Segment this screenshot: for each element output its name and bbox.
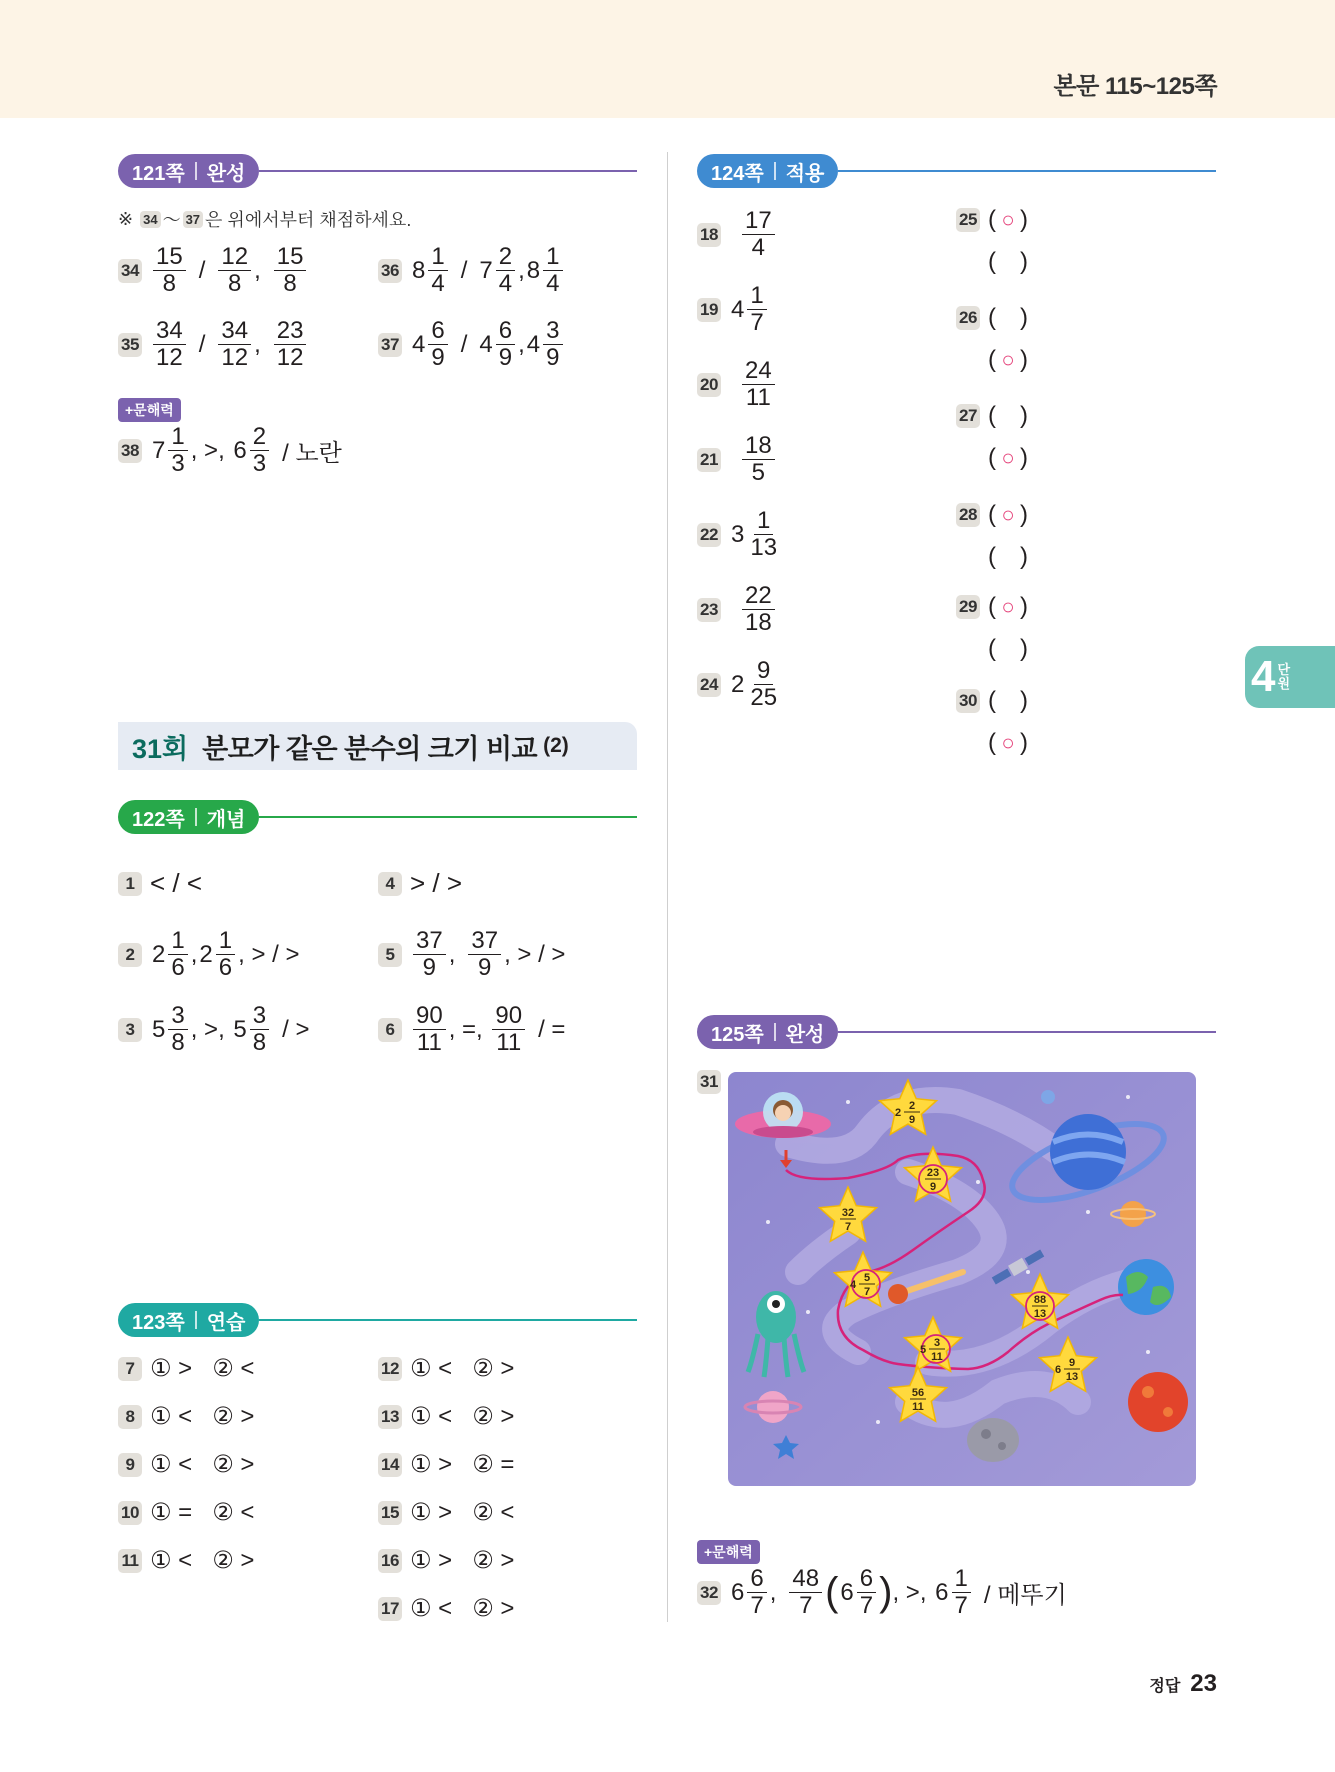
slash: / <box>460 330 468 358</box>
answer-text: / 노란 <box>282 440 342 468</box>
fraction: $\frac{18}{5}$ <box>742 433 775 487</box>
answer-27-bottom: ( ○ ) <box>988 444 1028 471</box>
circle-mark: ○ <box>1001 594 1015 619</box>
answer-34 <box>118 244 309 298</box>
section-page: 125쪽 <box>711 1023 764 1046</box>
fraction: $\frac{23}{12}$ <box>274 318 307 372</box>
fraction: $\frac{1}{7}$ <box>747 283 766 337</box>
column-divider <box>667 152 668 1622</box>
fraction: $\frac{48}{7}$ <box>789 1566 822 1620</box>
fraction: $\frac{3}{9}$ <box>543 318 562 372</box>
fraction: $\frac{15}{8}$ <box>153 244 186 298</box>
slash: / <box>198 330 206 358</box>
answer-9: 9 ① < ② > <box>118 1450 254 1479</box>
circle-mark: ○ <box>1001 730 1015 755</box>
lesson-paren: (2) <box>543 734 569 757</box>
svg-text:2: 2 <box>894 1107 902 1119</box>
fraction: $\frac{2}{3}$ <box>250 424 269 478</box>
comma: , <box>254 330 261 358</box>
answer-25-bottom: ( ) <box>988 248 1028 275</box>
item-number: 36 <box>378 259 402 283</box>
section-121-header <box>118 153 637 189</box>
section-123-header <box>118 1302 637 1338</box>
fraction: $\frac{3}{8}$ <box>168 1003 187 1057</box>
answer-23: 23 $\frac{22}{18}$ <box>697 583 778 637</box>
item-number: 6 <box>378 1018 402 1042</box>
svg-text:56: 56 <box>911 1387 925 1399</box>
svg-text:5: 5 <box>863 1272 871 1284</box>
literacy-tag: +문해력 <box>697 1540 760 1564</box>
fraction: $\frac{1}{6}$ <box>216 928 235 982</box>
answer-37: 37 4 $\frac{6}{9}$ / 4 $\frac{6}{9}$ , 4 $\frac{3}{9}$ <box>378 318 566 372</box>
answer-30-bottom: ( ○ ) <box>988 729 1028 756</box>
answer-38: 38 7 $\frac{1}{3}$ , >, 6 $\frac{2}{3}$ / 노란 <box>118 424 342 478</box>
answer-36: 36 8 $\frac{1}{4}$ / 7 $\frac{2}{4}$ , 8 $\frac{1}{4}$ <box>378 244 566 298</box>
fraction: $\frac{22}{18}$ <box>742 583 775 637</box>
section-page: 124쪽 <box>711 162 764 185</box>
page-reference: 본문 115~125쪽 <box>1053 73 1217 100</box>
item-number: 4 <box>378 872 402 896</box>
section-122-header <box>118 799 637 835</box>
fraction: $\frac{3}{8}$ <box>250 1003 269 1057</box>
fraction: $\frac{1}{6}$ <box>168 928 187 982</box>
section-type: 완성 <box>785 1023 825 1046</box>
footer-label: 정답 <box>1149 1678 1181 1695</box>
circle-mark: ○ <box>1001 207 1015 232</box>
circle-mark: ○ <box>1001 347 1015 372</box>
answer-16: 16 ① > ② > <box>378 1546 514 1575</box>
literacy-tag: +문해력 <box>118 398 181 422</box>
note-text: 은 위에서부터 채점하세요. <box>205 210 412 230</box>
fraction: $\frac{6}{7}$ <box>857 1566 876 1620</box>
lesson-banner <box>118 722 637 770</box>
earth-icon <box>1118 1259 1174 1315</box>
fraction: $\frac{34}{12}$ <box>218 318 251 372</box>
svg-text:9: 9 <box>1068 1357 1076 1369</box>
answer-31-label: 31 <box>697 1070 729 1094</box>
answer-25-top: 25 ( ○ ) <box>956 206 1028 234</box>
unit-tab[interactable] <box>1245 646 1335 708</box>
svg-text:9: 9 <box>908 1114 916 1126</box>
answer-2: 2 2 $\frac{1}{6}$ , 2 $\frac{1}{6}$ , > / > <box>118 928 299 982</box>
svg-text:88: 88 <box>1033 1294 1047 1306</box>
item-number: 34 <box>118 259 142 283</box>
answer-14: 14 ① > ② = <box>378 1450 514 1479</box>
fraction: $\frac{34}{12}$ <box>153 318 186 372</box>
fraction: $\frac{37}{9}$ <box>468 928 501 982</box>
unit-number: 4 <box>1251 652 1276 701</box>
page-number: 23 <box>1190 1670 1217 1697</box>
section-page: 121쪽 <box>132 162 185 185</box>
svg-text:5: 5 <box>919 1344 927 1356</box>
answer-24: 24 2 $\frac{9}{25}$ <box>697 658 783 712</box>
answer-17: 17 ① < ② > <box>378 1594 514 1623</box>
answer-18: 18 $\frac{17}{4}$ <box>697 208 778 262</box>
svg-text:7: 7 <box>863 1286 871 1298</box>
slash: / <box>198 256 206 284</box>
section-124-header <box>697 153 1216 189</box>
answer-30-top: 30 ( ) <box>956 687 1028 715</box>
fraction: $\frac{90}{11}$ <box>492 1003 525 1057</box>
section-type: 완성 <box>206 162 246 185</box>
svg-text:9: 9 <box>929 1181 937 1193</box>
svg-text:7: 7 <box>844 1221 852 1233</box>
note-from: 34 <box>140 211 160 228</box>
answer-13: 13 ① < ② > <box>378 1402 514 1431</box>
answer-11: 11 ① < ② > <box>118 1546 254 1575</box>
fraction: $\frac{37}{9}$ <box>413 928 446 982</box>
note-tilde: ～ <box>162 210 181 230</box>
item-number: 35 <box>118 333 142 357</box>
answer-5: 5 $\frac{37}{9}$ , $\frac{37}{9}$ , > / > <box>378 928 565 982</box>
fraction: $\frac{6}{7}$ <box>747 1566 766 1620</box>
fraction: $\frac{12}{8}$ <box>218 244 251 298</box>
svg-text:4: 4 <box>849 1279 857 1291</box>
unit-char-1: 단 <box>1277 661 1291 677</box>
fraction: $\frac{17}{4}$ <box>742 208 775 262</box>
item-number: 38 <box>118 439 142 463</box>
grading-note <box>118 206 411 232</box>
answer-10: 10 ① = ② < <box>118 1498 254 1527</box>
item-number: 5 <box>378 943 402 967</box>
item-number: 3 <box>118 1018 142 1042</box>
svg-text:3: 3 <box>933 1337 941 1349</box>
unit-char-2: 원 <box>1277 676 1291 691</box>
slash: / <box>460 256 468 284</box>
answer-text: / 메뚜기 <box>983 1582 1067 1610</box>
svg-text:6: 6 <box>1054 1364 1062 1376</box>
svg-text:23: 23 <box>926 1167 940 1179</box>
fraction: $\frac{6}{9}$ <box>496 318 515 372</box>
fraction: $\frac{9}{25}$ <box>750 657 778 712</box>
item-number: 2 <box>118 943 142 967</box>
answer-7: 7 ① > ② < <box>118 1354 254 1383</box>
fraction: $\frac{90}{11}$ <box>413 1003 446 1057</box>
answer-8: 8 ① < ② > <box>118 1402 254 1431</box>
answer-22: 22 3 $\frac{1}{13}$ <box>697 508 783 562</box>
answer-26-top: 26 ( ) <box>956 304 1028 332</box>
comma: , <box>254 256 261 284</box>
answer-28-bottom: ( ) <box>988 543 1028 570</box>
svg-text:13: 13 <box>1065 1371 1079 1383</box>
sun-icon <box>1128 1372 1188 1432</box>
svg-text:2: 2 <box>908 1100 916 1112</box>
svg-text:11: 11 <box>931 1351 943 1363</box>
asteroid-icon <box>967 1418 1019 1462</box>
lesson-title: 분모가 같은 분수의 크기 비교 <box>202 733 538 764</box>
section-type: 적용 <box>785 162 825 185</box>
answer-32: 32 6 $\frac{6}{7}$ , $\frac{48}{7}$ ( 6 $\frac{6}{7}$ ) , >, 6 $\frac{1}{7}$ / 메뚜기 <box>697 1566 1067 1620</box>
answer-29-bottom: ( ) <box>988 635 1028 662</box>
fraction: $\frac{1}{4}$ <box>543 244 562 298</box>
answer-27-top: 27 ( ) <box>956 402 1028 430</box>
svg-text:13: 13 <box>1033 1308 1047 1320</box>
answer-19: 19 4 $\frac{1}{7}$ <box>697 283 770 337</box>
fraction: $\frac{2}{4}$ <box>496 244 515 298</box>
circle-mark: ○ <box>1001 445 1015 470</box>
answer-28-top: 28 ( ○ ) <box>956 501 1028 529</box>
answer-26-bottom: ( ○ ) <box>988 346 1028 373</box>
fraction: $\frac{1}{3}$ <box>168 424 187 478</box>
note-mark: ※ <box>118 208 134 229</box>
page-footer <box>1149 1670 1217 1698</box>
answer-21: 21 $\frac{18}{5}$ <box>697 433 778 487</box>
space-maze-illustration <box>728 1072 1196 1486</box>
answer-3: 3 5 $\frac{3}{8}$ , >, 5 $\frac{3}{8}$ / > <box>118 1003 309 1057</box>
fraction: $\frac{24}{11}$ <box>742 358 775 412</box>
fraction: $\frac{15}{8}$ <box>274 244 307 298</box>
answer-20: 20 $\frac{24}{11}$ <box>697 358 778 412</box>
fraction: $\frac{1}{4}$ <box>428 244 447 298</box>
section-page: 122쪽 <box>132 808 185 831</box>
circle-mark: ○ <box>1001 502 1015 527</box>
svg-text:11: 11 <box>912 1401 924 1413</box>
fraction: $\frac{1}{7}$ <box>952 1566 971 1620</box>
section-page: 123쪽 <box>132 1311 185 1334</box>
answer-15: 15 ① > ② < <box>378 1498 514 1527</box>
answer-12: 12 ① < ② > <box>378 1354 514 1383</box>
lesson-number: 31회 <box>132 733 189 764</box>
answer-1: 1 < / < <box>118 868 202 899</box>
note-to: 37 <box>183 211 203 228</box>
item-number: 1 <box>118 872 142 896</box>
section-125-header <box>697 1014 1216 1050</box>
answer-4: 4 > / > <box>378 868 462 899</box>
svg-text:32: 32 <box>841 1207 855 1219</box>
answer-29-top: 29 ( ○ ) <box>956 593 1028 621</box>
answer-6: 6 $\frac{90}{11}$ , =, $\frac{90}{11}$ / = <box>378 1003 565 1057</box>
comma: , <box>518 330 525 358</box>
header-band <box>0 0 1335 118</box>
comma: , <box>518 256 525 284</box>
section-type: 연습 <box>206 1311 246 1334</box>
section-type: 개념 <box>206 808 246 831</box>
answer-35 <box>118 318 309 372</box>
fraction: $\frac{1}{13}$ <box>750 507 778 562</box>
item-number: 37 <box>378 333 402 357</box>
fraction: $\frac{6}{9}$ <box>428 318 447 372</box>
